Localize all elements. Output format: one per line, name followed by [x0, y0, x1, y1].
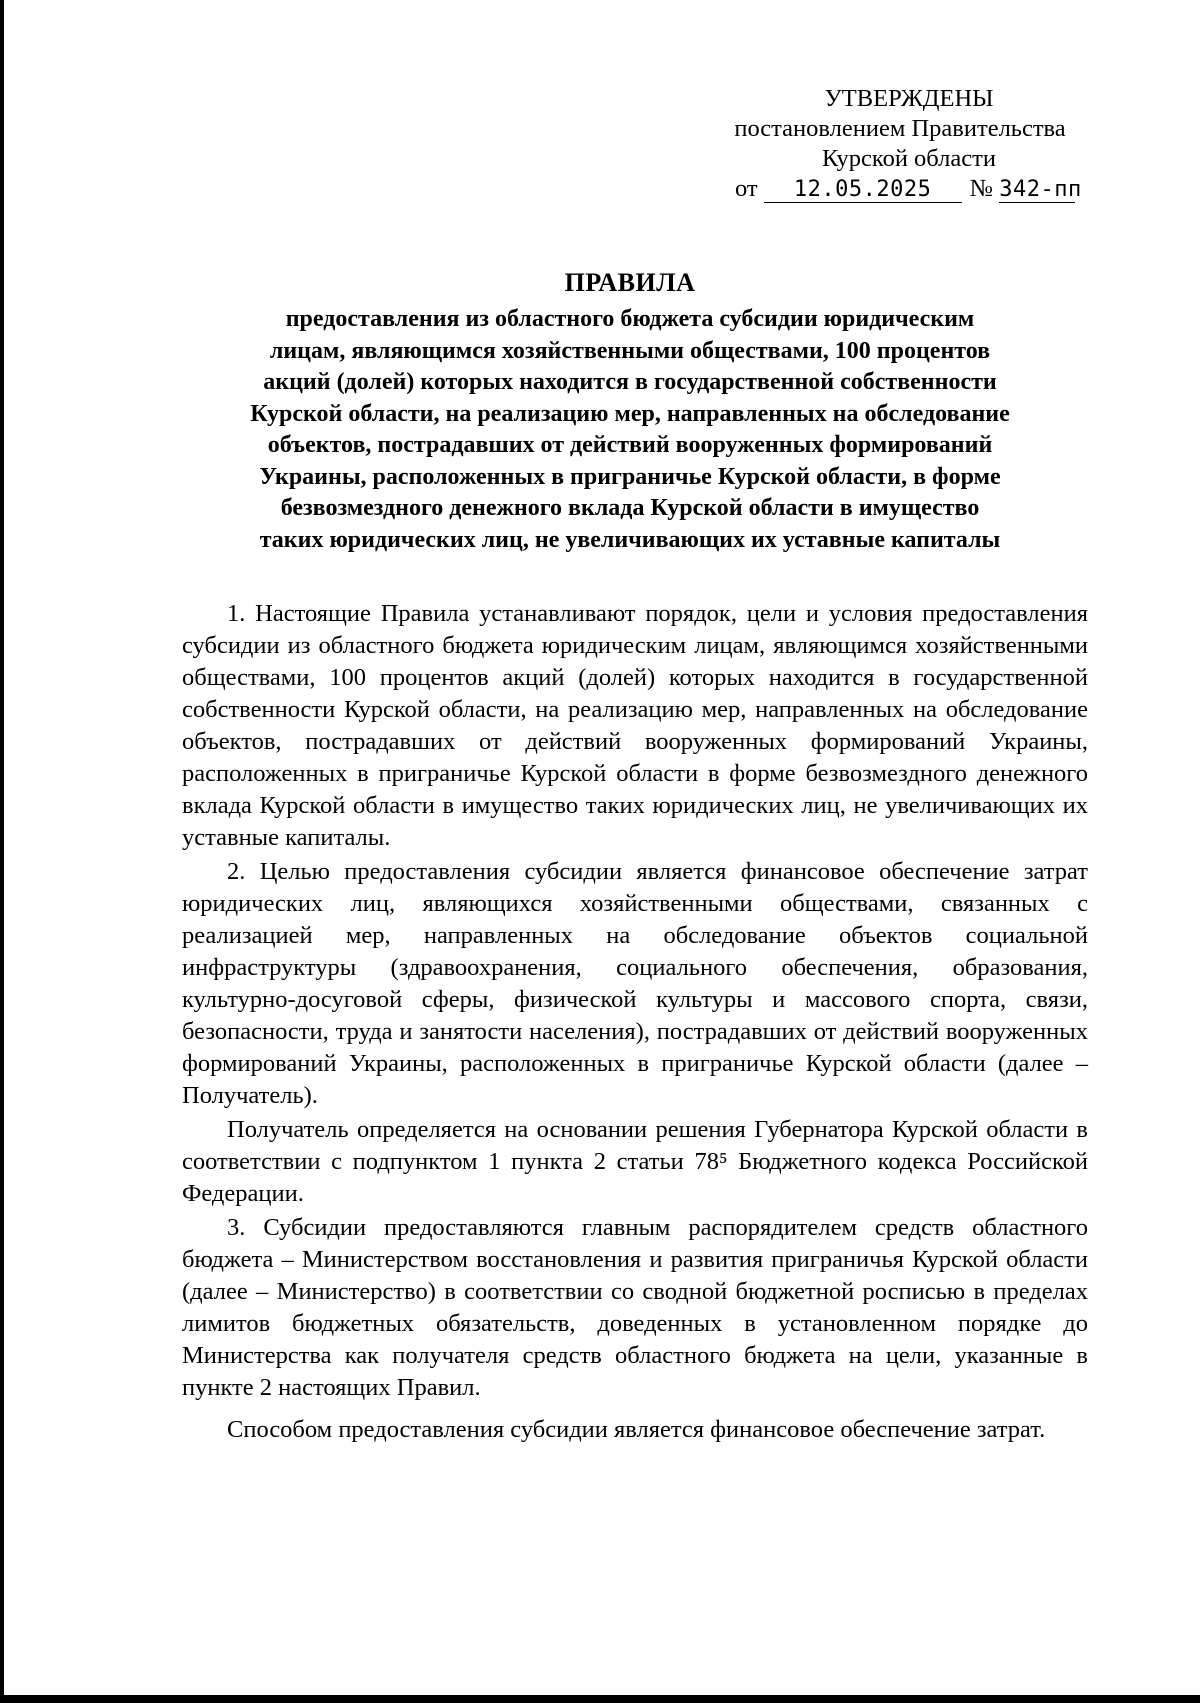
- subtitle-line: Украины, расположенных в приграничье Курской области, в форме: [259, 463, 1001, 490]
- paragraph-2: 2. Целью предоставления субсидии является финансовое обеспечение затрат юридических лиц, являющихся хозяйственными обществами, связанных с реализацией мер, направленных на обследование объектов социальной инфраструктуры (здравоохранения, социального обеспечения, образования, культурно-досуговой сферы, физической культуры и массового спорта, связи, безопасности, труда и занятости населения), пострадавших от действий вооруженных формирований Украины, расположенных в приграничье Курской области (далее – Получатель).: [182, 858, 1088, 1109]
- scan-edge-left: [0, 0, 4, 1703]
- subtitle-line: безвозмездного денежного вклада Курской области в имущество: [280, 495, 980, 521]
- approval-resolution-line: постановлением Правительства: [734, 115, 1066, 142]
- paragraph-3-method: Способом предоставления субсидии является финансовое обеспечение затрат.: [227, 1416, 1046, 1443]
- subtitle-line: акций (долей) которых находится в государственной собственности: [263, 369, 997, 395]
- subtitle-line: предоставления из областного бюджета субсидии юридическим: [285, 306, 975, 332]
- approval-date-number-row: [700, 174, 1100, 204]
- paragraph-3: 3. Субсидии предоставляются главным распорядителем средств областного бюджета – Министерством восстановления и развития приграничья Курской области (далее – Министерство) в соответствии со сводной бюджетной росписью в пределах лимитов бюджетных обязательств, доведенных в установленном порядке до Министерства как получателя средств областного бюджета на цели, указанные в пункте 2 настоящих Правил.: [182, 1214, 1088, 1401]
- approval-heading: УТВЕРЖДЕНЫ: [824, 85, 994, 112]
- subtitle-line: лицам, являющимся хозяйственными обществами, 100 процентов: [269, 337, 991, 364]
- approval-region-line: Курской области: [822, 145, 996, 172]
- document-body: [182, 598, 1088, 1448]
- approval-date-value: 12.05.2025: [764, 178, 962, 203]
- approval-stamp-block: [700, 84, 1100, 204]
- document-title: ПРАВИЛА: [564, 268, 696, 297]
- approval-number-value: 342-пп: [999, 177, 1082, 202]
- subtitle-line: таких юридических лиц, не увеличивающих их уставные капиталы: [259, 526, 1001, 553]
- subtitle-line: объектов, пострадавших от действий вооруженных формирований: [267, 432, 993, 458]
- paragraph-2-recipient: Получатель определяется на основании решения Губернатора Курской области в соответствии с подпунктом 1 пункта 2 статьи 78⁵ Бюджетного кодекса Российской Федерации.: [182, 1116, 1088, 1207]
- subtitle-line: Курской области, на реализацию мер, направленных на обследование: [250, 400, 1010, 427]
- number-prefix: №: [969, 175, 994, 202]
- document-subtitle: [170, 304, 1090, 556]
- date-prefix: от: [735, 175, 758, 202]
- paragraph-1: 1. Настоящие Правила устанавливают порядок, цели и условия предоставления субсидии из областного бюджета юридическим лицам, являющимся хозяйственными обществами, 100 процентов акций (долей) которых находится в государственной собственности Курской области, на реализацию мер, направленных на обследование объектов, пострадавших от действий вооруженных формирований Украины, расположенных в приграничье Курской области в форме безвозмездного денежного вклада Курской области в имущество таких юридических лиц, не увеличивающих их уставные капиталы.: [182, 600, 1088, 851]
- scan-edge-bottom: [0, 1695, 1200, 1703]
